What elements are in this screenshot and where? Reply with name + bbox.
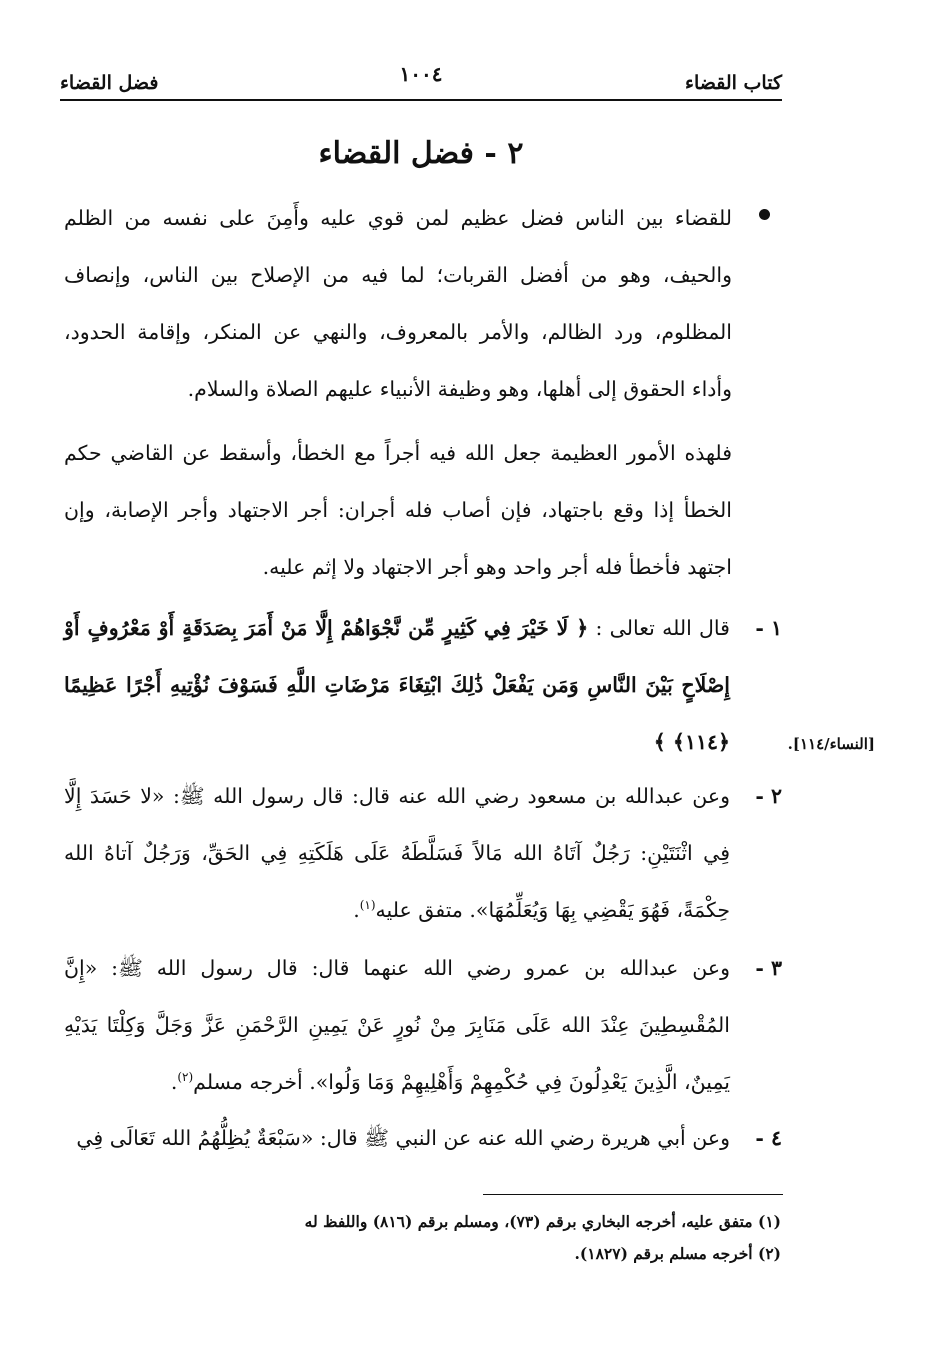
item-4 [64, 1110, 782, 1167]
intro-paragraph-1: للقضاء بين الناس فضل عظيم لمن قوي عليه وأَمِنَ على نفسه من الظلم والحيف، وهو من أفضل القربات؛ لما فيه من الإصلاح بين الناس، وإنصاف المظلوم، ورد الظالم، والأمر بالمعروف، والنهي عن المنكر، وإقامة الحدود، وأداء الحقوق إلى أهلها، وهو وظيفة الأنبياء عليهم الصلاة والسلام. [64, 206, 732, 401]
footnote-2: (٢) أخرجه مسلم برقم (١٨٢٧). [574, 1244, 781, 1263]
chapter-title: فضل القضاء [60, 72, 159, 94]
hadith-text: وعن عبدالله بن عمرو رضي الله عنهما قال: قال رسول الله ﷺ: «إِنَّ المُقْسِطِينَ عِنْدَ الله عَلَى مَنَابِرَ مِنْ نُورٍ عَنْ يَمِينِ الرَّحْمَنِ عَزَّ وَجَلَّ وَكِلْتَا يَدَيْهِ يَمِينٌ، الَّذِينَ يَعْدِلُونَ فِي حُكْمِهِمْ وَأَهْلِيهِمْ وَمَا وَلُوا». أخرجه مسلم [64, 956, 730, 1094]
item-lead: قال الله تعالى : [595, 616, 730, 640]
sentence-end: . [170, 1070, 178, 1094]
bullet-icon [759, 209, 770, 220]
running-header [60, 62, 782, 98]
footnote-1: (١) متفق عليه، أخرجه البخاري برقم (٧٣)، ومسلم برقم (٨١٦) واللفظ له [304, 1212, 781, 1231]
footnote-marker: (١) [359, 898, 376, 913]
footnote-rule [483, 1194, 783, 1195]
item-2 [64, 768, 782, 939]
header-rule [60, 99, 782, 101]
footnote-marker: (٢) [177, 1070, 194, 1085]
item-number: ٢ - [755, 784, 782, 808]
hadith-text: وعن أبي هريرة رضي الله عنه عن النبي ﷺ قال: «سَبْعَةٌ يُظِلُّهُمُ الله تَعَالَى فِي [76, 1126, 730, 1150]
intro-paragraph-2: فلهذه الأمور العظيمة جعل الله فيه أجراً مع الخطأ، وأسقط عن القاضي حكم الخطأ إذا وقع باجتهاد، فإن أصاب فله أجران: أجر الاجتهاد وأجر الإصابة، وإن اجتهد فأخطأ فله أجر واحد وهو أجر الاجتهاد ولا إثم عليه. [64, 441, 732, 579]
item-1 [64, 600, 782, 771]
sentence-end: . [353, 898, 360, 922]
item-3 [64, 940, 782, 1111]
hadith-text: وعن عبدالله بن مسعود رضي الله عنه قال: قال رسول الله ﷺ: «لا حَسَدَ إِلَّا فِي اثْنَتَيْنِ: رَجُلٌ آتَاهُ الله مَالاً فَسَلَّطَهُ عَلَى هَلَكَتِهِ فِي الحَقِّ، وَرَجُلٌ آتاهُ الله حِكْمَةً، فَهُوَ يَقْضِي بِهَا وَيُعَلِّمُهَا». متفق عليه [64, 784, 730, 922]
page-number: ١٠٠٤ [399, 62, 443, 86]
item-number: ٤ - [755, 1126, 782, 1150]
quran-verse: ﴿ لَا خَيْرَ فِي كَثِيرٍ مِّن نَّجْوَاهُمْ إِلَّا مَنْ أَمَرَ بِصَدَقَةٍ أَوْ مَعْرُوفٍ أَوْ إِصْلَاحٍ بَيْنَ النَّاسِ وَمَن يَفْعَلْ ذَٰلِكَ ابْتِغَاءَ مَرْضَاتِ اللَّهِ فَسَوْفَ نُؤْتِيهِ أَجْرًا عَظِيمًا ﴿١١٤﴾ ﴾ [64, 616, 730, 754]
verse-reference: [النساء/١١٤]. [787, 735, 875, 753]
item-number: ١ - [755, 616, 782, 640]
section-title: ٢ - فضل القضاء [318, 136, 524, 171]
book-title: كتاب القضاء [685, 72, 782, 94]
item-number: ٣ - [755, 956, 782, 980]
